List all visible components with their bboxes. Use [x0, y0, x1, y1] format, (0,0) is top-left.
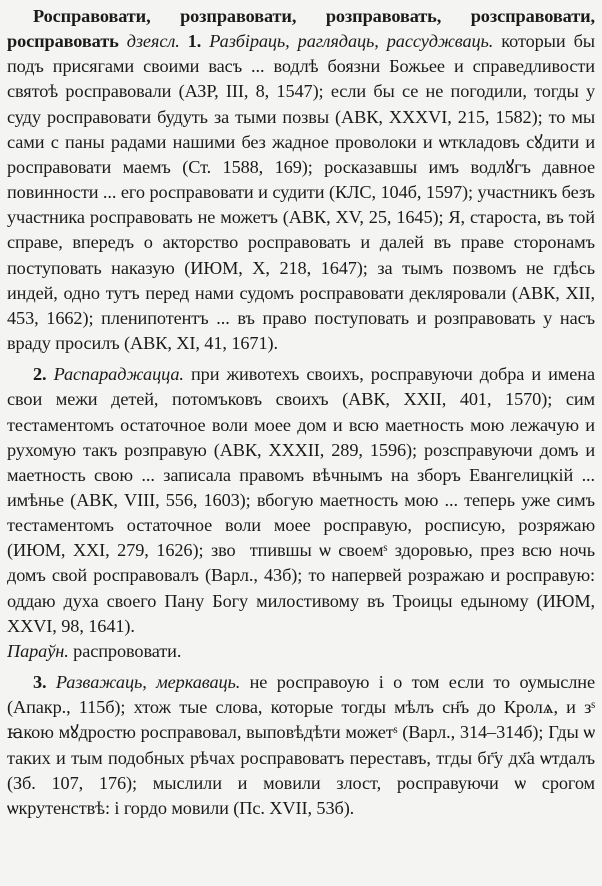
sense-1-paragraph: [7, 4, 595, 356]
sense-2-number: 2.: [33, 364, 47, 385]
sense-3-paragraph: [7, 670, 595, 821]
sense-2-paragraph: [7, 362, 595, 639]
sense-2-gloss: Распараджацца.: [53, 364, 184, 385]
sense-2-compare-label: Параўн.: [7, 640, 69, 661]
sense-1-gloss: Разбіраць, раглядаць, рассуджваць.: [209, 31, 494, 52]
sense-1-citations: которыи бы подъ присягами своими васъ ... водлѣ боязни Божьее и справедливости святоѣ росправовали (АЗР, III, 8, 1547); если бы се не погодили, тогды у суду росправовати будуть за тыми позвы (АВК, XXXVI, 215, 1582); то мы сами с паны радами нашими без жадное проволоки и ѡткладовъ сꙋдити и росправовати маемъ (Ст. 1588, 169); росказавшы имъ водлꙋгъ давное повинности ... его росправовати и судити (КЛС, 104б, 1597); участникъ безъ участника росправовать не можетъ (АВК, XV, 25, 1645); Я, староста, въ той справе, впередъ о акторство росправовать и далей въ праве сторонамъ поступовать наказую (ИЮМ, X, 218, 1647); за тымъ позвомъ не гдѣсь индей, одно тутъ перед нами судомъ росправовати декляровали (АВК, XII, 453, 1662); пленипотентъ ... въ право поступовать и розправовать у насъ враду просилъ (АВК, XI, 41, 1671).: [7, 31, 595, 354]
sense-1-number: 1.: [187, 31, 202, 52]
dictionary-entry: [7, 4, 595, 882]
sense-2-compare-text: распрововати.: [73, 640, 182, 661]
sense-3-citations: не росправоую і о том если то оумыслне (Апакр., 115б); хтож тые слова, которые тогды мѣлъ сн҃ъ до Кролѧ, и зˢ ꙗкою мꙋдростю росправовал, выповѣдѣти можетˢ (Варл., 314–314б); Гды ѡ таких и тым подобных рѣчах росправоватъ переставъ, тгды бг҃у дх҃а ѡтдалъ (Зб. 107, 176); мыслили и мовили злост, росправуючи ѡ срогом ѡкрутенствѣ: і гордо мовили (Пс. XVII, 53б).: [7, 672, 595, 818]
part-of-speech: дзеясл.: [126, 31, 180, 52]
sense-2-compare-line: [7, 639, 595, 664]
headword: Росправовати, розправовати, розправовать, розсправовати, росправовать: [7, 6, 595, 52]
sense-3-gloss: Развaжаць, меркаваць.: [55, 672, 241, 693]
sense-3-number: 3.: [33, 672, 47, 693]
sense-2-citations: при животехъ своихъ, росправуючи добра и имена свои межи детей, потомъковъ своихъ (АВК, XXII, 401, 1570); сим тестаментомъ остаточное воли моее дом и всю маетность мою лежачую и рухомую такъ розправую (АВК, XXXII, 289, 1596); розсправуючи домъ и маетность свою ... записала правомъ вѣчнымъ на зборъ Евангелицкій ... имѣнье (АВК, VIII, 556, 1603); вбогую маетность мою ... теперь уже симъ тестаментомъ остаточное воли моее росправую, росписую, розряжаю (ИЮМ, XXI, 279, 1626); звоⷩтпившы ѡ своемˢ здоровью, през всю ночь домъ свой росправовалъ (Варл., 43б); то напервей розражаю и росправую: оддаю духа своего Пану Богу милостивому въ Троицы едыному (ИЮМ, XXVI, 98, 1641).: [7, 364, 595, 636]
